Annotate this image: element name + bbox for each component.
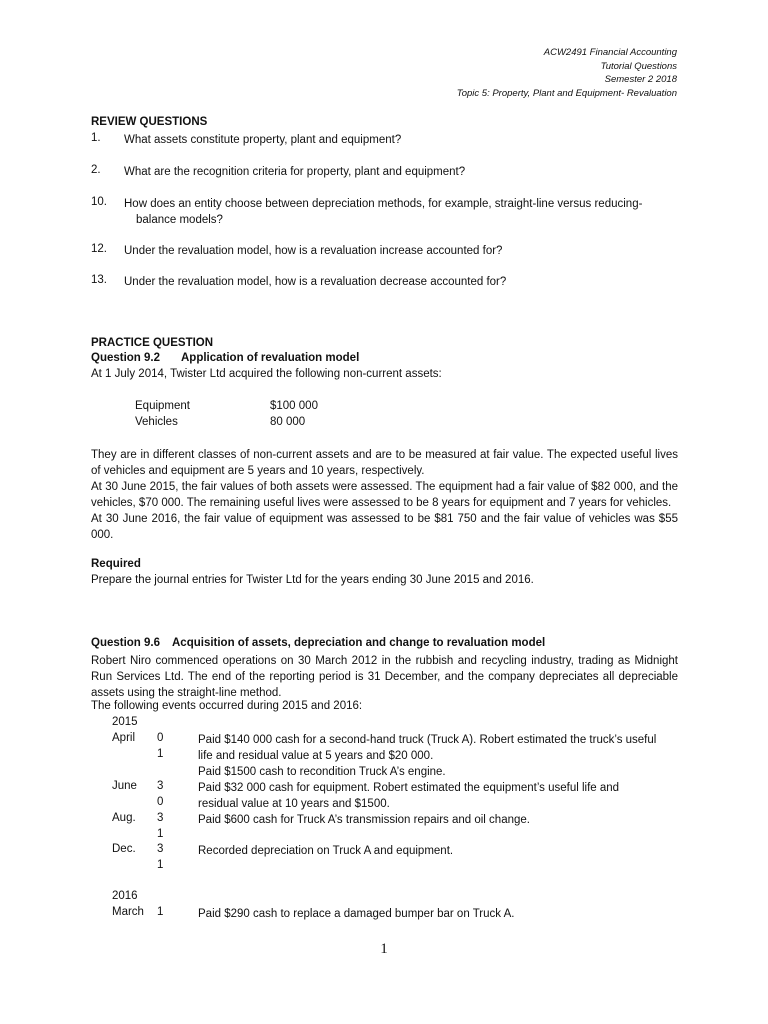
event-month: June: [112, 780, 137, 792]
page-number: 1: [380, 941, 388, 957]
course-title: ACW2491 Financial Accounting: [543, 47, 677, 58]
review-heading: REVIEW QUESTIONS: [91, 116, 208, 128]
asset-value: $100 000: [270, 400, 318, 412]
event-month: April: [112, 732, 136, 744]
event-day: 1: [157, 906, 164, 918]
q96-intro: Robert Niro commenced operations on 30 March 2012 in the rubbish and recycling industry, trading as Midnight Run Services Ltd. The end of the reporting period is 31 December, and the company depreciates all depreciable assets using the straight-line method.: [91, 655, 678, 699]
event-day: 1: [157, 859, 164, 871]
event-day: 0: [157, 796, 164, 808]
practice-heading: PRACTICE QUESTION: [91, 337, 214, 349]
q92-paragraph: They are in different classes of non-current assets and are to be measured at fair value. The expected useful lives of vehicles and equipment are 5 years and 10 years, respectively.: [91, 449, 678, 477]
q92-intro: At 1 July 2014, Twister Ltd acquired the following non-current assets:: [91, 368, 442, 380]
question-9-6-title: Question 9.6 Acquisition of assets, depreciation and change to revaluation model: [91, 637, 546, 649]
event-month: Aug.: [112, 812, 136, 824]
event-month: Dec.: [112, 843, 136, 855]
event-day: 3: [157, 780, 164, 792]
q96-events-intro: The following events occurred during 2015 and 2016:: [91, 700, 363, 712]
q92-paragraph: At 30 June 2015, the fair values of both assets were assessed. The equipment had a fair value of $82 000, and the vehicles, $70 000. The remaining useful lives were assessed to be 8 years for equipment and 7 years for vehicles.: [91, 481, 678, 509]
required-text: Prepare the journal entries for Twister Ltd for the years ending 30 June 2015 and 2016.: [91, 574, 534, 586]
event-day: 3: [157, 843, 164, 855]
event-text: Paid $600 cash for Truck A’s transmission repairs and oil change.: [198, 814, 530, 826]
q92-paragraph: At 30 June 2016, the fair value of equipment was assessed to be $81 750 and the fair value of vehicles was $55 000.: [91, 513, 678, 541]
event-text: Paid $32 000 cash for equipment. Robert estimated the equipment’s useful life and residual value at 10 years and $1500.: [198, 782, 620, 810]
event-text: Paid $140 000 cash for a second-hand truck (Truck A). Robert estimated the truck’s useful life and residual value at 5 years and $20 000. Paid $1500 cash to recondition Truck A’s engine.: [198, 734, 657, 778]
asset-name: Equipment: [135, 400, 190, 412]
event-day: 0: [157, 732, 164, 744]
asset-value: 80 000: [270, 416, 306, 428]
event-year: 2015: [112, 716, 138, 728]
event-day: 3: [157, 812, 164, 824]
question-9-2-title: Question 9.2 Application of revaluation model: [91, 352, 360, 364]
document-header: [457, 46, 677, 100]
event-text: Paid $290 cash to replace a damaged bumper bar on Truck A.: [198, 908, 515, 920]
event-day: 1: [157, 748, 164, 760]
event-year: 2016: [112, 890, 138, 902]
required-label: Required: [91, 558, 141, 570]
event-month: March: [112, 906, 144, 918]
topic: Topic 5: Property, Plant and Equipment- Revaluation: [456, 87, 677, 99]
event-text: Recorded depreciation on Truck A and equipment.: [198, 845, 454, 857]
event-day: 1: [157, 828, 164, 840]
semester: Semester 2 2018: [604, 74, 677, 85]
asset-name: Vehicles: [135, 416, 178, 428]
doc-title: Tutorial Questions: [600, 60, 677, 72]
